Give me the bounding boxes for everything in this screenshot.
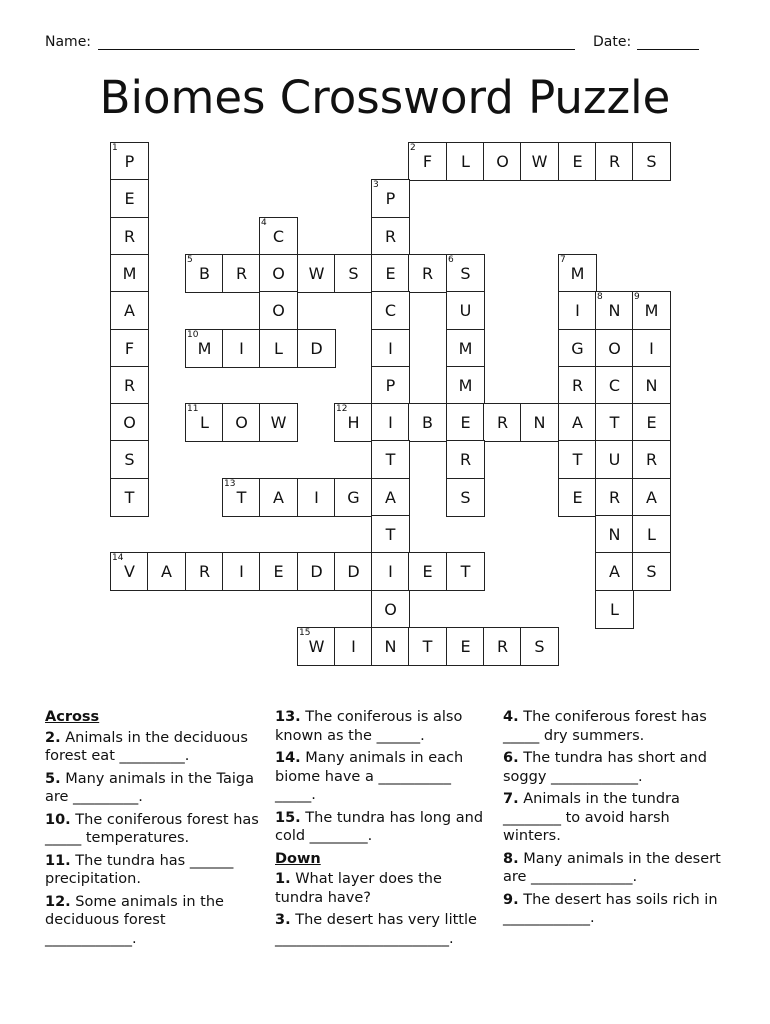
crossword-cell[interactable]: [110, 552, 149, 591]
cell-letter: N: [533, 413, 546, 432]
clue-item-number: 10.: [45, 811, 71, 828]
crossword-cell[interactable]: [558, 254, 597, 293]
cell-letter: I: [351, 637, 356, 656]
crossword-cell[interactable]: [558, 329, 597, 368]
cell-letter: U: [459, 301, 472, 320]
clue-item: [275, 809, 490, 846]
crossword-cell[interactable]: [334, 552, 373, 591]
crossword-cell[interactable]: [371, 179, 410, 218]
cell-letter: I: [239, 562, 244, 581]
clue-item: [275, 870, 490, 907]
crossword-cell[interactable]: [110, 254, 149, 293]
cell-letter: G: [571, 339, 584, 358]
crossword-cell[interactable]: [558, 142, 597, 181]
crossword-cell[interactable]: [297, 552, 336, 591]
clue-number: 5: [187, 255, 193, 265]
clues-column-2: [275, 708, 490, 952]
crossword-cell[interactable]: [446, 440, 485, 479]
crossword-cell[interactable]: [558, 291, 597, 330]
crossword-cell[interactable]: [632, 478, 671, 517]
clue-item: [275, 749, 490, 805]
cell-letter: R: [608, 152, 621, 171]
cell-letter: P: [385, 189, 396, 208]
down-heading: Down: [275, 850, 321, 867]
cell-letter: T: [236, 488, 247, 507]
cell-letter: I: [314, 488, 319, 507]
crossword-cell[interactable]: [595, 142, 634, 181]
cell-letter: S: [460, 264, 471, 283]
clue-item-number: 8.: [503, 850, 519, 867]
crossword-cell[interactable]: [632, 552, 671, 591]
cell-letter: M: [458, 376, 473, 395]
crossword-cell[interactable]: [483, 142, 522, 181]
cell-letter: W: [270, 413, 287, 432]
cell-letter: T: [460, 562, 471, 581]
cell-letter: L: [461, 152, 470, 171]
crossword-cell[interactable]: [632, 329, 671, 368]
cell-letter: F: [124, 339, 135, 358]
cell-letter: S: [646, 562, 657, 581]
clue-number: 2: [410, 143, 416, 153]
clue-item-text: What layer does the tundra have?: [275, 871, 442, 906]
clue-item-text: Some animals in the deciduous forest ____________.: [45, 893, 224, 947]
clue-item: [503, 790, 728, 846]
cell-letter: E: [422, 562, 433, 581]
crossword-cell[interactable]: [483, 403, 522, 442]
cell-letter: P: [385, 376, 396, 395]
cell-letter: R: [235, 264, 248, 283]
cell-letter: M: [458, 339, 473, 358]
clue-item: [45, 770, 260, 807]
crossword-cell[interactable]: [259, 217, 298, 256]
cell-letter: O: [384, 600, 397, 619]
cell-letter: I: [649, 339, 654, 358]
crossword-cell[interactable]: [110, 440, 149, 479]
clue-item-text: The tundra has long and cold ________.: [275, 809, 484, 844]
cell-letter: R: [384, 227, 397, 246]
cell-letter: R: [123, 227, 136, 246]
cell-letter: I: [388, 339, 393, 358]
cell-letter: C: [384, 301, 397, 320]
clue-item-text: Animals in the tundra ________ to avoid harsh winters.: [503, 791, 680, 844]
cell-letter: T: [124, 488, 135, 507]
crossword-cell[interactable]: [595, 366, 634, 405]
clue-number: 6: [448, 255, 454, 265]
clue-item-text: The coniferous forest has _____ dry summers.: [503, 709, 707, 744]
crossword-cell[interactable]: [222, 552, 261, 591]
crossword-cell[interactable]: [371, 291, 410, 330]
crossword-cell[interactable]: [259, 478, 298, 517]
cell-letter: E: [572, 152, 583, 171]
clue-item: [503, 891, 728, 928]
cell-letter: I: [388, 413, 393, 432]
cell-letter: R: [459, 450, 472, 469]
clue-item-number: 11.: [45, 852, 71, 869]
crossword-cell[interactable]: [185, 254, 224, 293]
clue-item-text: Many animals in the Taiga are _________.: [45, 770, 254, 805]
cell-letter: M: [197, 339, 212, 358]
cell-letter: A: [385, 488, 396, 507]
cell-letter: A: [161, 562, 172, 581]
cell-letter: G: [347, 488, 360, 507]
cell-letter: W: [308, 264, 325, 283]
clue-item-number: 7.: [503, 791, 519, 807]
clue-item-number: 12.: [45, 893, 71, 910]
crossword-cell[interactable]: [408, 552, 447, 591]
crossword-cell[interactable]: [632, 142, 671, 181]
cell-letter: B: [422, 413, 433, 432]
crossword-cell[interactable]: [222, 254, 261, 293]
crossword-cell[interactable]: [110, 217, 149, 256]
clue-item-text: The coniferous is also known as the ______.: [275, 709, 463, 744]
crossword-cell[interactable]: [110, 403, 149, 442]
crossword-cell[interactable]: [297, 627, 336, 666]
crossword-cell[interactable]: [371, 627, 410, 666]
crossword-cell[interactable]: [371, 329, 410, 368]
crossword-cell[interactable]: [408, 142, 447, 181]
clue-item-text: The desert has very little ________________________.: [275, 912, 477, 947]
crossword-cell[interactable]: [632, 403, 671, 442]
crossword-cell[interactable]: [446, 254, 485, 293]
cell-letter: O: [123, 413, 136, 432]
crossword-cell[interactable]: [297, 478, 336, 517]
cell-letter: S: [124, 450, 135, 469]
crossword-cell[interactable]: [446, 142, 485, 181]
cell-letter: S: [460, 488, 471, 507]
crossword-cell[interactable]: [371, 366, 410, 405]
cell-letter: L: [200, 413, 209, 432]
clue-item-number: 15.: [275, 809, 301, 826]
crossword-cell[interactable]: [297, 254, 336, 293]
clue-item-text: Many animals in each biome have a __________ _____.: [275, 750, 464, 803]
clue-item-text: The coniferous forest has _____ temperatures.: [45, 811, 259, 846]
cell-letter: E: [273, 562, 284, 581]
cell-letter: M: [570, 264, 585, 283]
cell-letter: M: [122, 264, 137, 283]
clue-number: 1: [112, 143, 118, 153]
crossword-cell[interactable]: [110, 142, 149, 181]
crossword-cell[interactable]: [632, 440, 671, 479]
crossword-cell[interactable]: [595, 478, 634, 517]
crossword-cell[interactable]: [185, 552, 224, 591]
crossword-cell[interactable]: [595, 515, 634, 554]
clues-column-1: [45, 708, 260, 952]
cell-letter: T: [422, 637, 433, 656]
crossword-cell[interactable]: [408, 403, 447, 442]
cell-letter: R: [496, 637, 509, 656]
cell-letter: T: [385, 450, 396, 469]
cell-letter: W: [308, 637, 325, 656]
cell-letter: L: [647, 525, 656, 544]
clue-number: 14: [112, 553, 124, 563]
crossword-cell[interactable]: [371, 515, 410, 554]
cell-letter: N: [608, 301, 621, 320]
crossword-cell[interactable]: [334, 403, 373, 442]
clue-item-number: 1.: [275, 871, 291, 887]
clue-number: 10: [187, 330, 199, 340]
crossword-cell[interactable]: [185, 329, 224, 368]
date-line[interactable]: [637, 49, 699, 50]
clue-item: [503, 850, 728, 887]
clue-number: 7: [560, 255, 566, 265]
cell-letter: A: [273, 488, 284, 507]
crossword-cell[interactable]: [371, 440, 410, 479]
page-title: Biomes Crossword Puzzle: [99, 71, 671, 124]
cell-letter: U: [608, 450, 621, 469]
crossword-cell[interactable]: [595, 291, 634, 330]
cell-letter: N: [608, 525, 621, 544]
crossword-cell[interactable]: [446, 627, 485, 666]
crossword-cell[interactable]: [259, 254, 298, 293]
crossword-cell[interactable]: [110, 179, 149, 218]
crossword-cell[interactable]: [110, 329, 149, 368]
crossword-cell[interactable]: [110, 478, 149, 517]
cell-letter: M: [644, 301, 659, 320]
cell-letter: T: [385, 525, 396, 544]
clue-number: 11: [187, 404, 199, 414]
clue-item-number: 13.: [275, 709, 301, 725]
cell-letter: E: [572, 488, 583, 507]
clue-item-text: The tundra has short and soggy ____________.: [503, 750, 707, 785]
down-clue-list-continued: [503, 708, 728, 928]
clue-item-text: Animals in the deciduous forest eat _________.: [45, 729, 248, 764]
crossword-cell[interactable]: [110, 291, 149, 330]
clue-number: 9: [634, 292, 640, 302]
cell-letter: I: [575, 301, 580, 320]
clue-item: [45, 729, 260, 766]
cell-letter: N: [384, 637, 397, 656]
cell-letter: S: [646, 152, 657, 171]
crossword-cell[interactable]: [222, 478, 261, 517]
cell-letter: R: [421, 264, 434, 283]
cell-letter: A: [609, 562, 620, 581]
crossword-cell[interactable]: [483, 627, 522, 666]
crossword-cell[interactable]: [595, 329, 634, 368]
across-heading: Across: [45, 709, 100, 725]
clue-item: [45, 852, 260, 889]
clue-item: [503, 708, 728, 745]
crossword-cell[interactable]: [632, 366, 671, 405]
cell-letter: R: [496, 413, 509, 432]
crossword-cell[interactable]: [371, 552, 410, 591]
clues-column-3: [503, 708, 728, 932]
cell-letter: O: [235, 413, 248, 432]
cell-letter: R: [198, 562, 211, 581]
cell-letter: R: [645, 450, 658, 469]
cell-letter: N: [645, 376, 658, 395]
cell-letter: H: [347, 413, 360, 432]
cell-letter: O: [496, 152, 509, 171]
crossword-cell[interactable]: [259, 291, 298, 330]
clue-item-text: Many animals in the desert are ______________.: [503, 850, 721, 885]
clue-item-number: 3.: [275, 912, 291, 928]
cell-letter: T: [609, 413, 620, 432]
cell-letter: C: [608, 376, 621, 395]
clue-number: 3: [373, 180, 379, 190]
clue-number: 12: [336, 404, 348, 414]
clue-item-number: 5.: [45, 770, 61, 787]
clue-item-number: 14.: [275, 750, 301, 766]
cell-letter: R: [123, 376, 136, 395]
crossword-cell[interactable]: [595, 590, 634, 629]
cell-letter: L: [610, 600, 619, 619]
crossword-cell[interactable]: [110, 366, 149, 405]
cell-letter: D: [310, 339, 323, 358]
clue-item-number: 6.: [503, 750, 519, 766]
cell-letter: L: [274, 339, 283, 358]
cell-letter: I: [239, 339, 244, 358]
crossword-cell[interactable]: [446, 478, 485, 517]
cell-letter: C: [272, 227, 285, 246]
name-label: Name:: [45, 34, 92, 50]
crossword-cell[interactable]: [222, 403, 261, 442]
cell-letter: E: [460, 413, 471, 432]
crossword-cell[interactable]: [334, 254, 373, 293]
across-clue-list: [45, 729, 260, 949]
crossword-cell[interactable]: [185, 403, 224, 442]
crossword-cell[interactable]: [259, 329, 298, 368]
crossword-cell[interactable]: [558, 403, 597, 442]
cell-letter: P: [124, 152, 135, 171]
clue-item-number: 9.: [503, 891, 519, 908]
cell-letter: T: [572, 450, 583, 469]
crossword-cell[interactable]: [371, 403, 410, 442]
cell-letter: D: [310, 562, 323, 581]
cell-letter: A: [124, 301, 135, 320]
cell-letter: W: [531, 152, 548, 171]
cell-letter: O: [608, 339, 621, 358]
cell-letter: S: [534, 637, 545, 656]
clue-item: [275, 708, 490, 745]
clue-item-number: 2.: [45, 729, 61, 746]
crossword-cell[interactable]: [259, 403, 298, 442]
cell-letter: B: [199, 264, 210, 283]
crossword-cell[interactable]: [595, 440, 634, 479]
crossword-cell[interactable]: [371, 590, 410, 629]
cell-letter: F: [422, 152, 433, 171]
cell-letter: A: [572, 413, 583, 432]
cell-letter: O: [272, 264, 285, 283]
across-clue-list-continued: [275, 708, 490, 846]
crossword-cell[interactable]: [520, 627, 559, 666]
clue-item: [503, 749, 728, 786]
crossword-cell[interactable]: [558, 366, 597, 405]
name-line[interactable]: [98, 49, 575, 50]
cell-letter: A: [646, 488, 657, 507]
crossword-cell[interactable]: [334, 627, 373, 666]
date-label: Date:: [593, 34, 632, 50]
crossword-cell[interactable]: [222, 329, 261, 368]
crossword-cell[interactable]: [595, 552, 634, 591]
clue-number: 4: [261, 218, 267, 228]
cell-letter: E: [460, 637, 471, 656]
clue-item: [275, 911, 490, 948]
clue-number: 15: [299, 628, 311, 638]
crossword-cell[interactable]: [558, 440, 597, 479]
crossword-cell[interactable]: [595, 403, 634, 442]
crossword-cell[interactable]: [334, 478, 373, 517]
crossword-cell[interactable]: [632, 515, 671, 554]
clue-item-number: 4.: [503, 709, 519, 725]
crossword-cell[interactable]: [371, 478, 410, 517]
clue-number: 8: [597, 292, 603, 302]
crossword-cell[interactable]: [446, 552, 485, 591]
cell-letter: O: [272, 301, 285, 320]
crossword-cell[interactable]: [520, 403, 559, 442]
crossword-cell[interactable]: [259, 552, 298, 591]
crossword-cell[interactable]: [520, 142, 559, 181]
cell-letter: R: [571, 376, 584, 395]
clue-item-text: The tundra has ______ precipitation.: [45, 852, 234, 887]
crossword-cell[interactable]: [446, 403, 485, 442]
cell-letter: E: [646, 413, 657, 432]
crossword-cell[interactable]: [446, 329, 485, 368]
crossword-cell[interactable]: [371, 217, 410, 256]
cell-letter: S: [348, 264, 359, 283]
crossword-cell[interactable]: [558, 478, 597, 517]
clue-item-text: The desert has soils rich in ____________.: [503, 891, 718, 926]
clue-item: [45, 893, 260, 949]
crossword-cell[interactable]: [147, 552, 186, 591]
down-clue-list: [275, 870, 490, 948]
crossword-cell[interactable]: [297, 329, 336, 368]
crossword-cell[interactable]: [371, 254, 410, 293]
crossword-cell[interactable]: [446, 291, 485, 330]
crossword-cell[interactable]: [408, 627, 447, 666]
cell-letter: I: [388, 562, 393, 581]
crossword-cell[interactable]: [632, 291, 671, 330]
clue-item: [45, 811, 260, 848]
cell-letter: V: [124, 562, 135, 581]
cell-letter: D: [347, 562, 360, 581]
crossword-cell[interactable]: [408, 254, 447, 293]
cell-letter: E: [124, 189, 135, 208]
cell-letter: E: [385, 264, 396, 283]
cell-letter: R: [608, 488, 621, 507]
clue-number: 13: [224, 479, 236, 489]
crossword-cell[interactable]: [446, 366, 485, 405]
